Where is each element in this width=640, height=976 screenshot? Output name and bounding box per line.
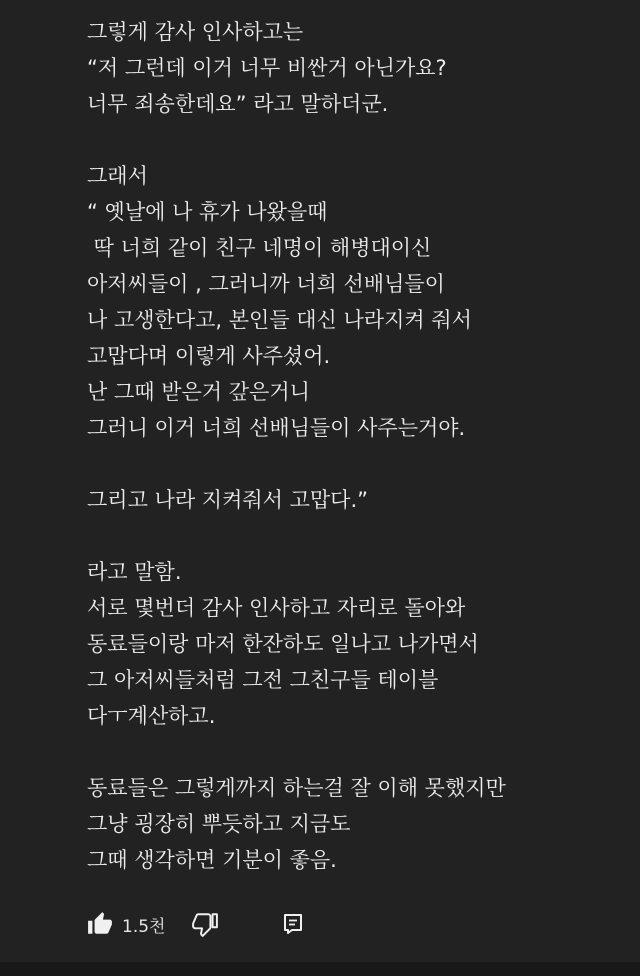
comment-line: 라고 말함.	[87, 560, 182, 584]
comment-line	[87, 446, 627, 482]
dislike-button[interactable]	[191, 910, 219, 938]
comment-line: 서로 몇번더 감사 인사하고 자리로 돌아와	[87, 596, 466, 620]
comment-actions	[86, 906, 307, 942]
reply-button[interactable]	[279, 910, 307, 938]
thumbs-up-icon	[87, 911, 113, 937]
comment-line	[87, 122, 627, 158]
comment-line: 그래서	[87, 164, 148, 188]
comment-line: 고맙다며 이렇게 사주셨어.	[87, 344, 331, 368]
comment-line: 다ㅜ계산하고.	[87, 704, 216, 728]
comment-line: 난 그때 받은거 갚은거니	[87, 380, 310, 404]
like-button[interactable]	[86, 910, 114, 938]
comment-line: 동료들은 그렇게까지 하는걸 잘 이해 못했지만	[87, 776, 506, 800]
comment-body	[87, 14, 627, 878]
comment-line: 그렇게 감사 인사하고는	[87, 20, 304, 44]
comment-line: 너무 죄송한데요” 라고 말하더군.	[87, 92, 389, 116]
like-count: 1.5천	[122, 916, 166, 937]
thumbs-down-icon	[192, 911, 218, 937]
comment-line: “ 옛날에 나 휴가 나왔을때	[87, 200, 328, 224]
comment-line: 그러니 이거 너희 선배님들이 사주는거야.	[87, 416, 466, 440]
comment-line	[87, 518, 627, 554]
comment-line: 그냥 굉장히 뿌듯하고 지금도	[87, 812, 351, 836]
comment-line: 딱 너희 같이 친구 네명이 해병대이신	[87, 236, 432, 260]
comment-line: 그 아저씨들처럼 그전 그친구들 테이블	[87, 668, 439, 692]
comment-line	[87, 734, 627, 770]
comment-line: 그때 생각하면 기분이 좋음.	[87, 848, 337, 872]
bottom-divider	[0, 962, 640, 976]
comment-line: 아저씨들이 , 그러니까 너희 선배님들이	[87, 272, 445, 296]
reply-comment-icon	[281, 912, 305, 936]
comment-line: 동료들이랑 마저 한잔하도 일나고 나가면서	[87, 632, 479, 656]
comment-line: “저 그런데 이거 너무 비싼거 아닌가요?	[87, 56, 447, 80]
comment-line: 그리고 나라 지켜줘서 고맙다.”	[87, 488, 369, 512]
comment-line: 나 고생한다고, 본인들 대신 나라지켜 줘서	[87, 308, 472, 332]
